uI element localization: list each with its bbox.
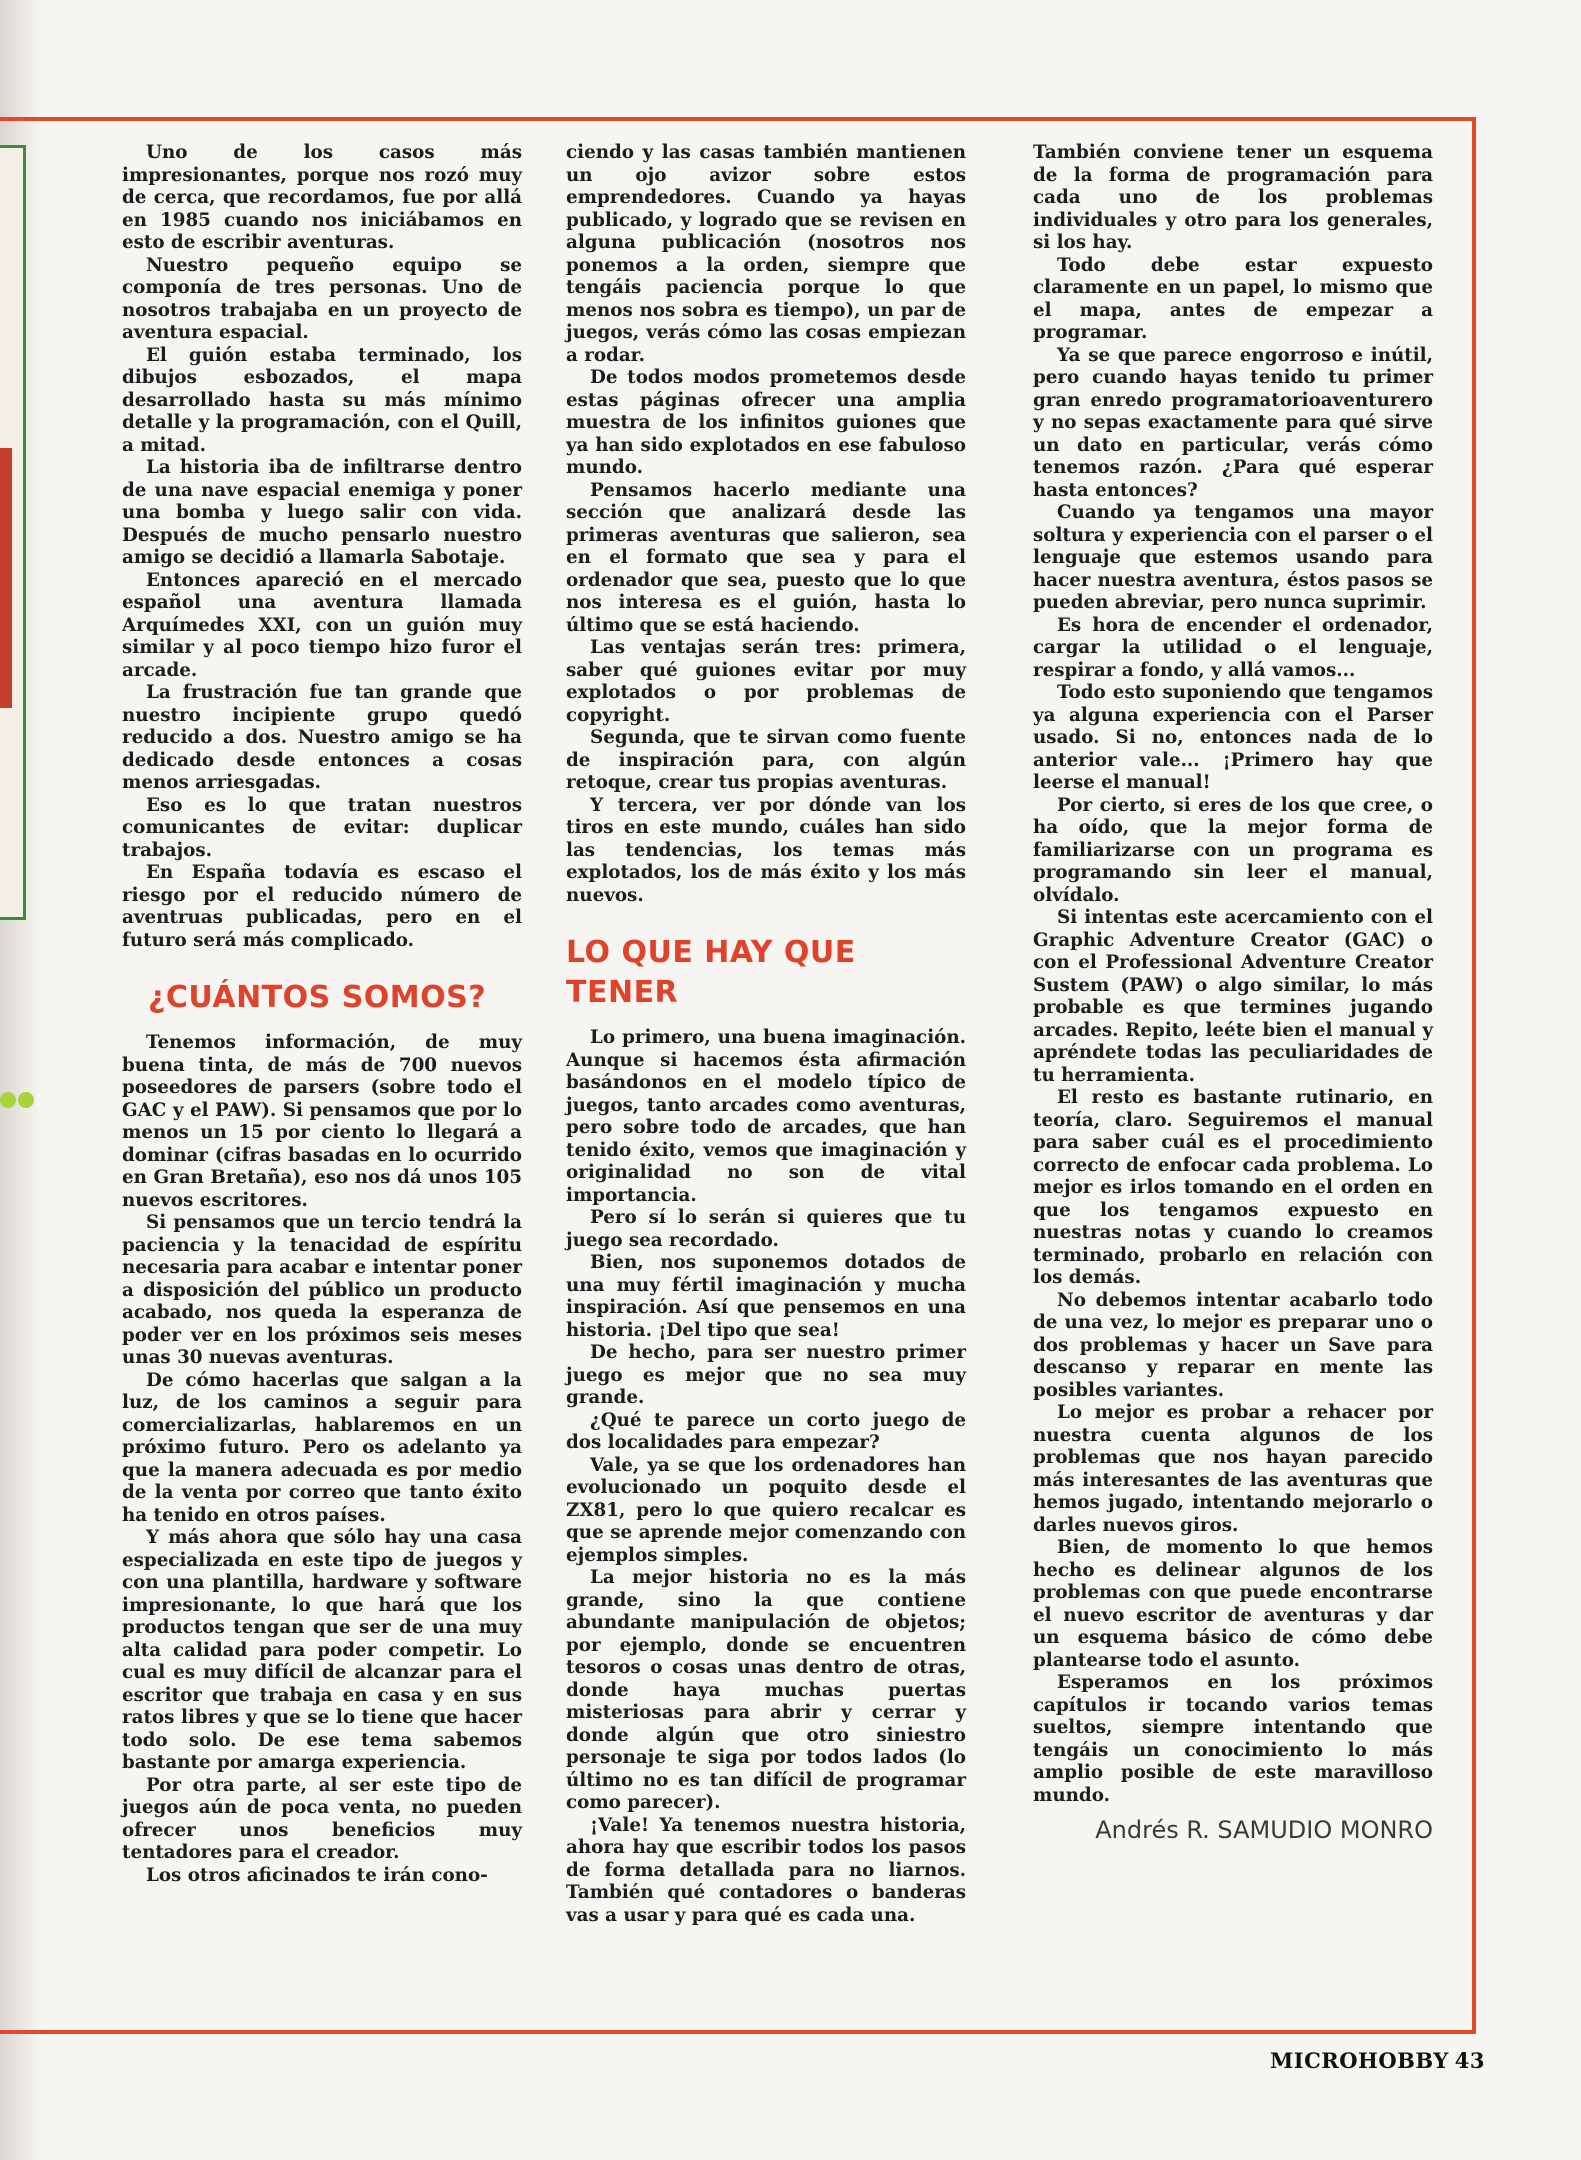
paragraph: Las ventajas serán tres: primera, saber qué guiones evitar por muy explotados o por problemas de copyright. xyxy=(566,637,966,726)
paragraph: Es hora de encender el ordenador, cargar la utilidad o el lenguaje, respirar a fondo, y allá vamos... xyxy=(1033,614,1433,681)
paragraph: Si intentas este acercamiento con el Graphic Adventure Creator (GAC) o con el Professional Adventure Creator Sustem (PAW) o algo similar, lo más probable es que termines jugando arcades. Repito, leéte bien el manual y apréndete todas las peculiaridades de tu herramienta. xyxy=(1033,907,1433,1086)
paragraph: Uno de los casos más impresionantes, porque nos rozó muy de cerca, que recordamos, fue por allá en 1985 cuando nos iniciábamos en esto de escribir aventuras. xyxy=(122,142,522,253)
paragraph: Y tercera, ver por dónde van los tiros en este mundo, cuáles han sido las tendencias, los temas más explotados, los de más éxito y los más nuevos. xyxy=(566,794,966,906)
paragraph: ¡Vale! Ya tenemos nuestra historia, ahora hay que escribir todos los pasos de forma detallada para no liarnos. También qué contadores o banderas vas a usar y para qué es cada una. xyxy=(566,1814,966,1926)
paragraph: En España todavía es escaso el riesgo por el reducido número de aventruas publicadas, pero en el futuro será más complicado. xyxy=(122,862,522,951)
paragraph: Y más ahora que sólo hay una casa especializada en este tipo de juegos y con una plantilla, hardware y software impresionante, lo que hará que los productos tengan que ser de una muy alta calidad para poder competir. Lo cual es muy difícil de alcanzar para el escritor que trabaja en casa y en sus ratos libres y que se lo tiene que hacer todo solo. De ese tema sabemos bastante por amarga experiencia. xyxy=(122,1527,522,1773)
left-page-illustration-edge xyxy=(0,145,26,920)
article-column-1 xyxy=(122,142,522,1887)
author-signature: Andrés R. SAMUDIO MONRO xyxy=(1095,1816,1433,1844)
paragraph: Pero sí lo serán si quieres que tu juego sea recordado. xyxy=(566,1207,966,1251)
paragraph: Lo mejor es probar a rehacer por nuestra cuenta algunos de los problemas que nos hayan parecido más interesantes de las aventuras que hemos jugado, intentando mejorarlo o darles nuevos giros. xyxy=(1033,1402,1433,1536)
illustration-stripe xyxy=(0,448,12,708)
paragraph: Eso es lo que tratan nuestros comunicantes de evitar: duplicar trabajos. xyxy=(122,794,522,861)
paragraph: Ya se que parece engorroso e inútil, pero cuando hayas tenido tu primer gran enredo programatorioaventurero y no sepas exactamente para qué sirve un dato en particular, verás cómo tenemos razón. ¿Para qué esperar hasta entonces? xyxy=(1033,344,1433,501)
paragraph: La historia iba de infiltrarse dentro de una nave espacial enemiga y poner una bomba y luego salir con vida. Después de mucho pensarlo nuestro amigo se decidió a llamarla Sabotaje. xyxy=(122,457,522,568)
article-column-3 xyxy=(1033,142,1433,1845)
paragraph: ciendo y las casas también mantienen un ojo avizor sobre estos emprendedores. Cuando ya hayas publicado, y logrado que se revisen en alguna publicación (nosotros nos ponemos a la orden, siempre que tengáis paciencia porque lo que menos nos sobra es tiempo), un par de juegos, verás cómo las cosas empiezan a rodar. xyxy=(566,142,966,366)
paragraph: De hecho, para ser nuestro primer juego es mejor que no sea muy grande. xyxy=(566,1342,966,1408)
paragraph: También conviene tener un esquema de la forma de programación para cada uno de los problemas individuales y otro para los generales, si los hay. xyxy=(1033,142,1433,253)
article-column-2 xyxy=(566,142,966,1927)
magazine-name: MICROHOBBY xyxy=(1270,2048,1449,2073)
paragraph: Tenemos información, de muy buena tinta, de más de 700 nuevos poseedores de parsers (sobre todo el GAC y el PAW). Si pensamos que por lo menos un 15 por ciento lo llegará a dominar (cifras basadas en lo ocurrido en Gran Bretaña), eso nos dá unos 105 nuevos escritores. xyxy=(122,1032,522,1211)
paragraph: La mejor historia no es la más grande, sino la que contiene abundante manipulación de objetos; por ejemplo, donde se encuentren tesoros o cosas unas dentro de otras, donde haya muchas puertas misteriosas para abrir y cerrar y donde algún que otro siniestro personaje te siga por todos lados (lo último no es tan difícil de programar como parecer). xyxy=(566,1567,966,1813)
paragraph: Pensamos hacerlo mediante una sección que analizará desde las primeras aventuras que salieron, sea en el formato que sea y para el ordenador que sea, puesto que lo que nos interesa es el guión, hasta lo último que se está haciendo. xyxy=(566,479,966,636)
paragraph: La frustración fue tan grande que nuestro incipiente grupo quedó reducido a dos. Nuestro amigo se ha dedicado desde entonces a cosas menos arriesgadas. xyxy=(122,682,522,793)
paragraph: De cómo hacerlas que salgan a la luz, de los caminos a seguir para comercializarlas, hablaremos en un próximo futuro. Pero os adelanto ya que la manera adecuada es por medio de la venta por correo que tanto éxito ha tenido en otros países. xyxy=(122,1369,522,1526)
paragraph: Bien, de momento lo que hemos hecho es delinear algunos de los problemas con que puede encontrarse el nuevo escritor de aventuras y dar un esquema básico de cómo debe plantearse todo el asunto. xyxy=(1033,1537,1433,1671)
paragraph: Si pensamos que un tercio tendrá la paciencia y la tenacidad de espíritu necesaria para acabar e intentar poner a disposición del público un producto acabado, nos queda la esperanza de poder ver en los próximos seis meses unas 30 nuevas aventuras. xyxy=(122,1212,522,1368)
page-footer xyxy=(1264,2048,1485,2073)
paragraph: Segunda, que te sirvan como fuente de inspiración para, con algún retoque, crear tus propias aventuras. xyxy=(566,727,966,793)
paragraph: Vale, ya se que los ordenadores han evolucionado un poquito desde el ZX81, pero lo que quiero recalcar es que se aprende mejor comenzando con ejemplos simples. xyxy=(566,1454,966,1566)
paragraph: Todo debe estar expuesto claramente en un papel, lo mismo que el mapa, antes de empezar a programar. xyxy=(1033,254,1433,343)
paragraph: El guión estaba terminado, los dibujos esbozados, el mapa desarrollado hasta su más mínimo detalle y la programación, con el Quill, a mitad. xyxy=(122,344,522,456)
section-heading-cuantos-somos: ¿CUÁNTOS SOMOS? xyxy=(148,980,487,1015)
paragraph: Cuando ya tengamos una mayor soltura y experiencia con el parser o el lenguaje que estemos usando para hacer nuestra aventura, éstos pasos se pueden abreviar, pero nunca suprimir. xyxy=(1033,502,1433,613)
page-number: 43 xyxy=(1454,2048,1486,2073)
paragraph: Nuestro pequeño equipo se componía de tres personas. Uno de nosotros trabajaba en un proyecto de aventura espacial. xyxy=(122,254,522,343)
paragraph: No debemos intentar acabarlo todo de una vez, lo mejor es preparar uno o dos problemas y hacer un Save para descanso y reparar en mente las posibles variantes. xyxy=(1033,1289,1433,1401)
paragraph: El resto es bastante rutinario, en teoría, claro. Seguiremos el manual para saber cuál es el procedimiento correcto de enfocar cada problema. Lo mejor es irlos tomando en el orden en que los tengamos expuesto en nuestras notas y cuando lo creamos terminado, probarlo en relación con los demás. xyxy=(1033,1087,1433,1288)
paragraph: ¿Qué te parece un corto juego de dos localidades para empezar? xyxy=(566,1409,966,1453)
green-dot xyxy=(18,1092,34,1108)
paragraph: Lo primero, una buena imaginación. Aunque si hacemos ésta afirmación basándonos en el modelo típico de juegos, tanto arcades como aventuras, pero sobre todo de arcades, que han tenido éxito, vemos que imaginación y originalidad no son de vital importancia. xyxy=(566,1027,966,1206)
paragraph: Entonces apareció en el mercado español una aventura llamada Arquímedes XXI, con un guión muy similar y al poco tiempo hizo furor el arcade. xyxy=(122,569,522,681)
left-page-dots-decoration xyxy=(0,1092,40,1122)
paragraph: Por otra parte, al ser este tipo de juegos aún de poca venta, no pueden ofrecer unos beneficios muy tentadores para el creador. xyxy=(122,1774,522,1863)
paragraph: Todo esto suponiendo que tengamos ya alguna experiencia con el Parser usado. Si no, entonces nada de lo anterior vale... ¡Primero hay que leerse el manual! xyxy=(1033,682,1433,793)
paragraph: Esperamos en los próximos capítulos ir tocando varios temas sueltos, siempre intentando que tengáis un conocimiento lo más amplio posible de este maravilloso mundo. xyxy=(1033,1672,1433,1806)
paragraph: Los otros aficinados te irán cono- xyxy=(146,1864,488,1886)
paragraph: Por cierto, si eres de los que cree, o ha oído, que la mejor forma de familiarizarse con un programa es programando sin leer el manual, olvídalo. xyxy=(1033,794,1433,906)
paragraph: De todos modos prometemos desde estas páginas ofrecer una amplia muestra de los infinitos guiones que ya han sido explotados en ese fabuloso mundo. xyxy=(566,367,966,478)
paragraph: Bien, nos suponemos dotados de una muy fértil imaginación y mucha inspiración. Así que pensemos en una historia. ¡Del tipo que sea! xyxy=(566,1252,966,1341)
section-heading-lo-que-hay-que-tener: LO QUE HAY QUE TENER xyxy=(566,935,856,1010)
green-dot xyxy=(0,1092,16,1108)
